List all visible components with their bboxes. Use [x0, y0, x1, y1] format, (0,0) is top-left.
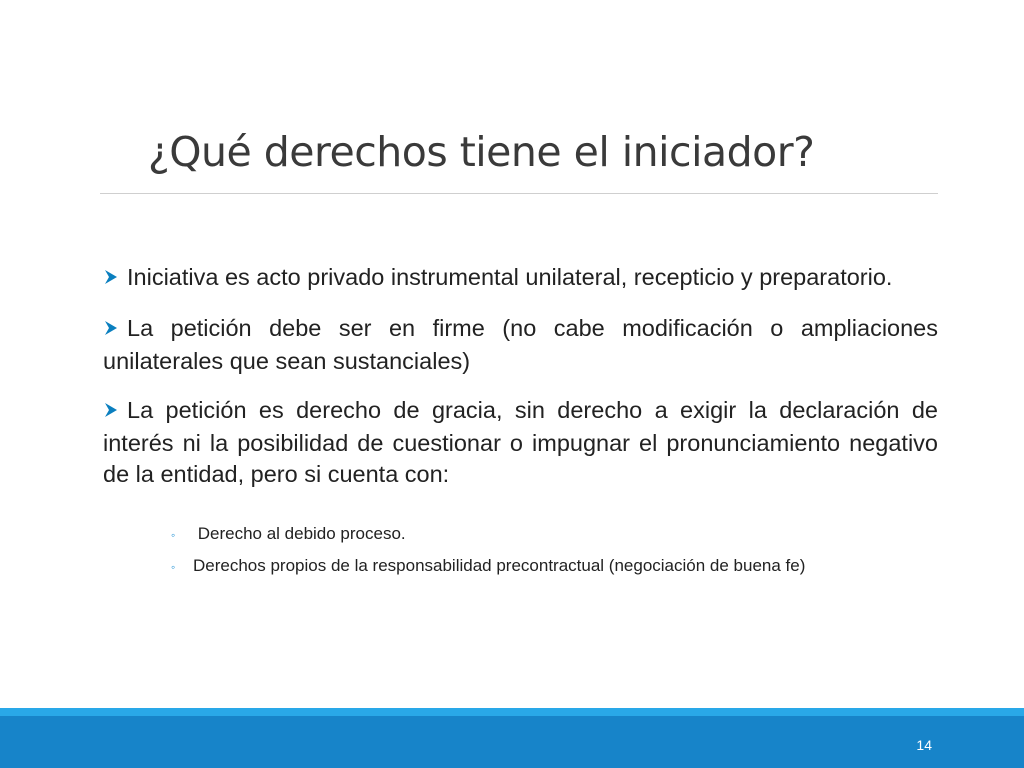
arrow-bullet-icon [103, 263, 127, 294]
bullet-item [100, 262, 938, 295]
bullet-item [100, 313, 938, 377]
sub-bullet-item [171, 523, 931, 546]
title-divider [100, 193, 938, 194]
arrow-bullet-icon [103, 396, 127, 427]
page-number: 14 [916, 737, 932, 753]
sub-bullet-text: Derecho al debido proceso. [193, 524, 406, 543]
arrow-bullet-icon [103, 314, 127, 345]
ring-bullet-icon: ◦ [171, 528, 176, 542]
footer-accent-stripe [0, 708, 1024, 716]
sub-bullet-item [171, 555, 931, 578]
bullet-list [100, 262, 938, 508]
bullet-text: La petición es derecho de gracia, sin derecho a exigir la declaración de interés ni la posibilidad de cuestionar o impugnar el pronunciamiento negativo de la entidad, pero si cuenta con: [103, 397, 938, 487]
ring-bullet-icon: ◦ [171, 560, 176, 574]
sub-bullet-list [171, 523, 931, 587]
sub-bullet-text: Derechos propios de la responsabilidad precontractual (negociación de buena fe) [193, 556, 806, 575]
bullet-item [100, 395, 938, 490]
bullet-text: La petición debe ser en firme (no cabe modificación o ampliaciones unilaterales que sean sustanciales) [103, 315, 938, 374]
slide-title: ¿Qué derechos tiene el iniciador? [148, 128, 815, 176]
footer-bar [0, 716, 1024, 768]
bullet-text: Iniciativa es acto privado instrumental unilateral, recepticio y preparatorio. [127, 264, 893, 290]
